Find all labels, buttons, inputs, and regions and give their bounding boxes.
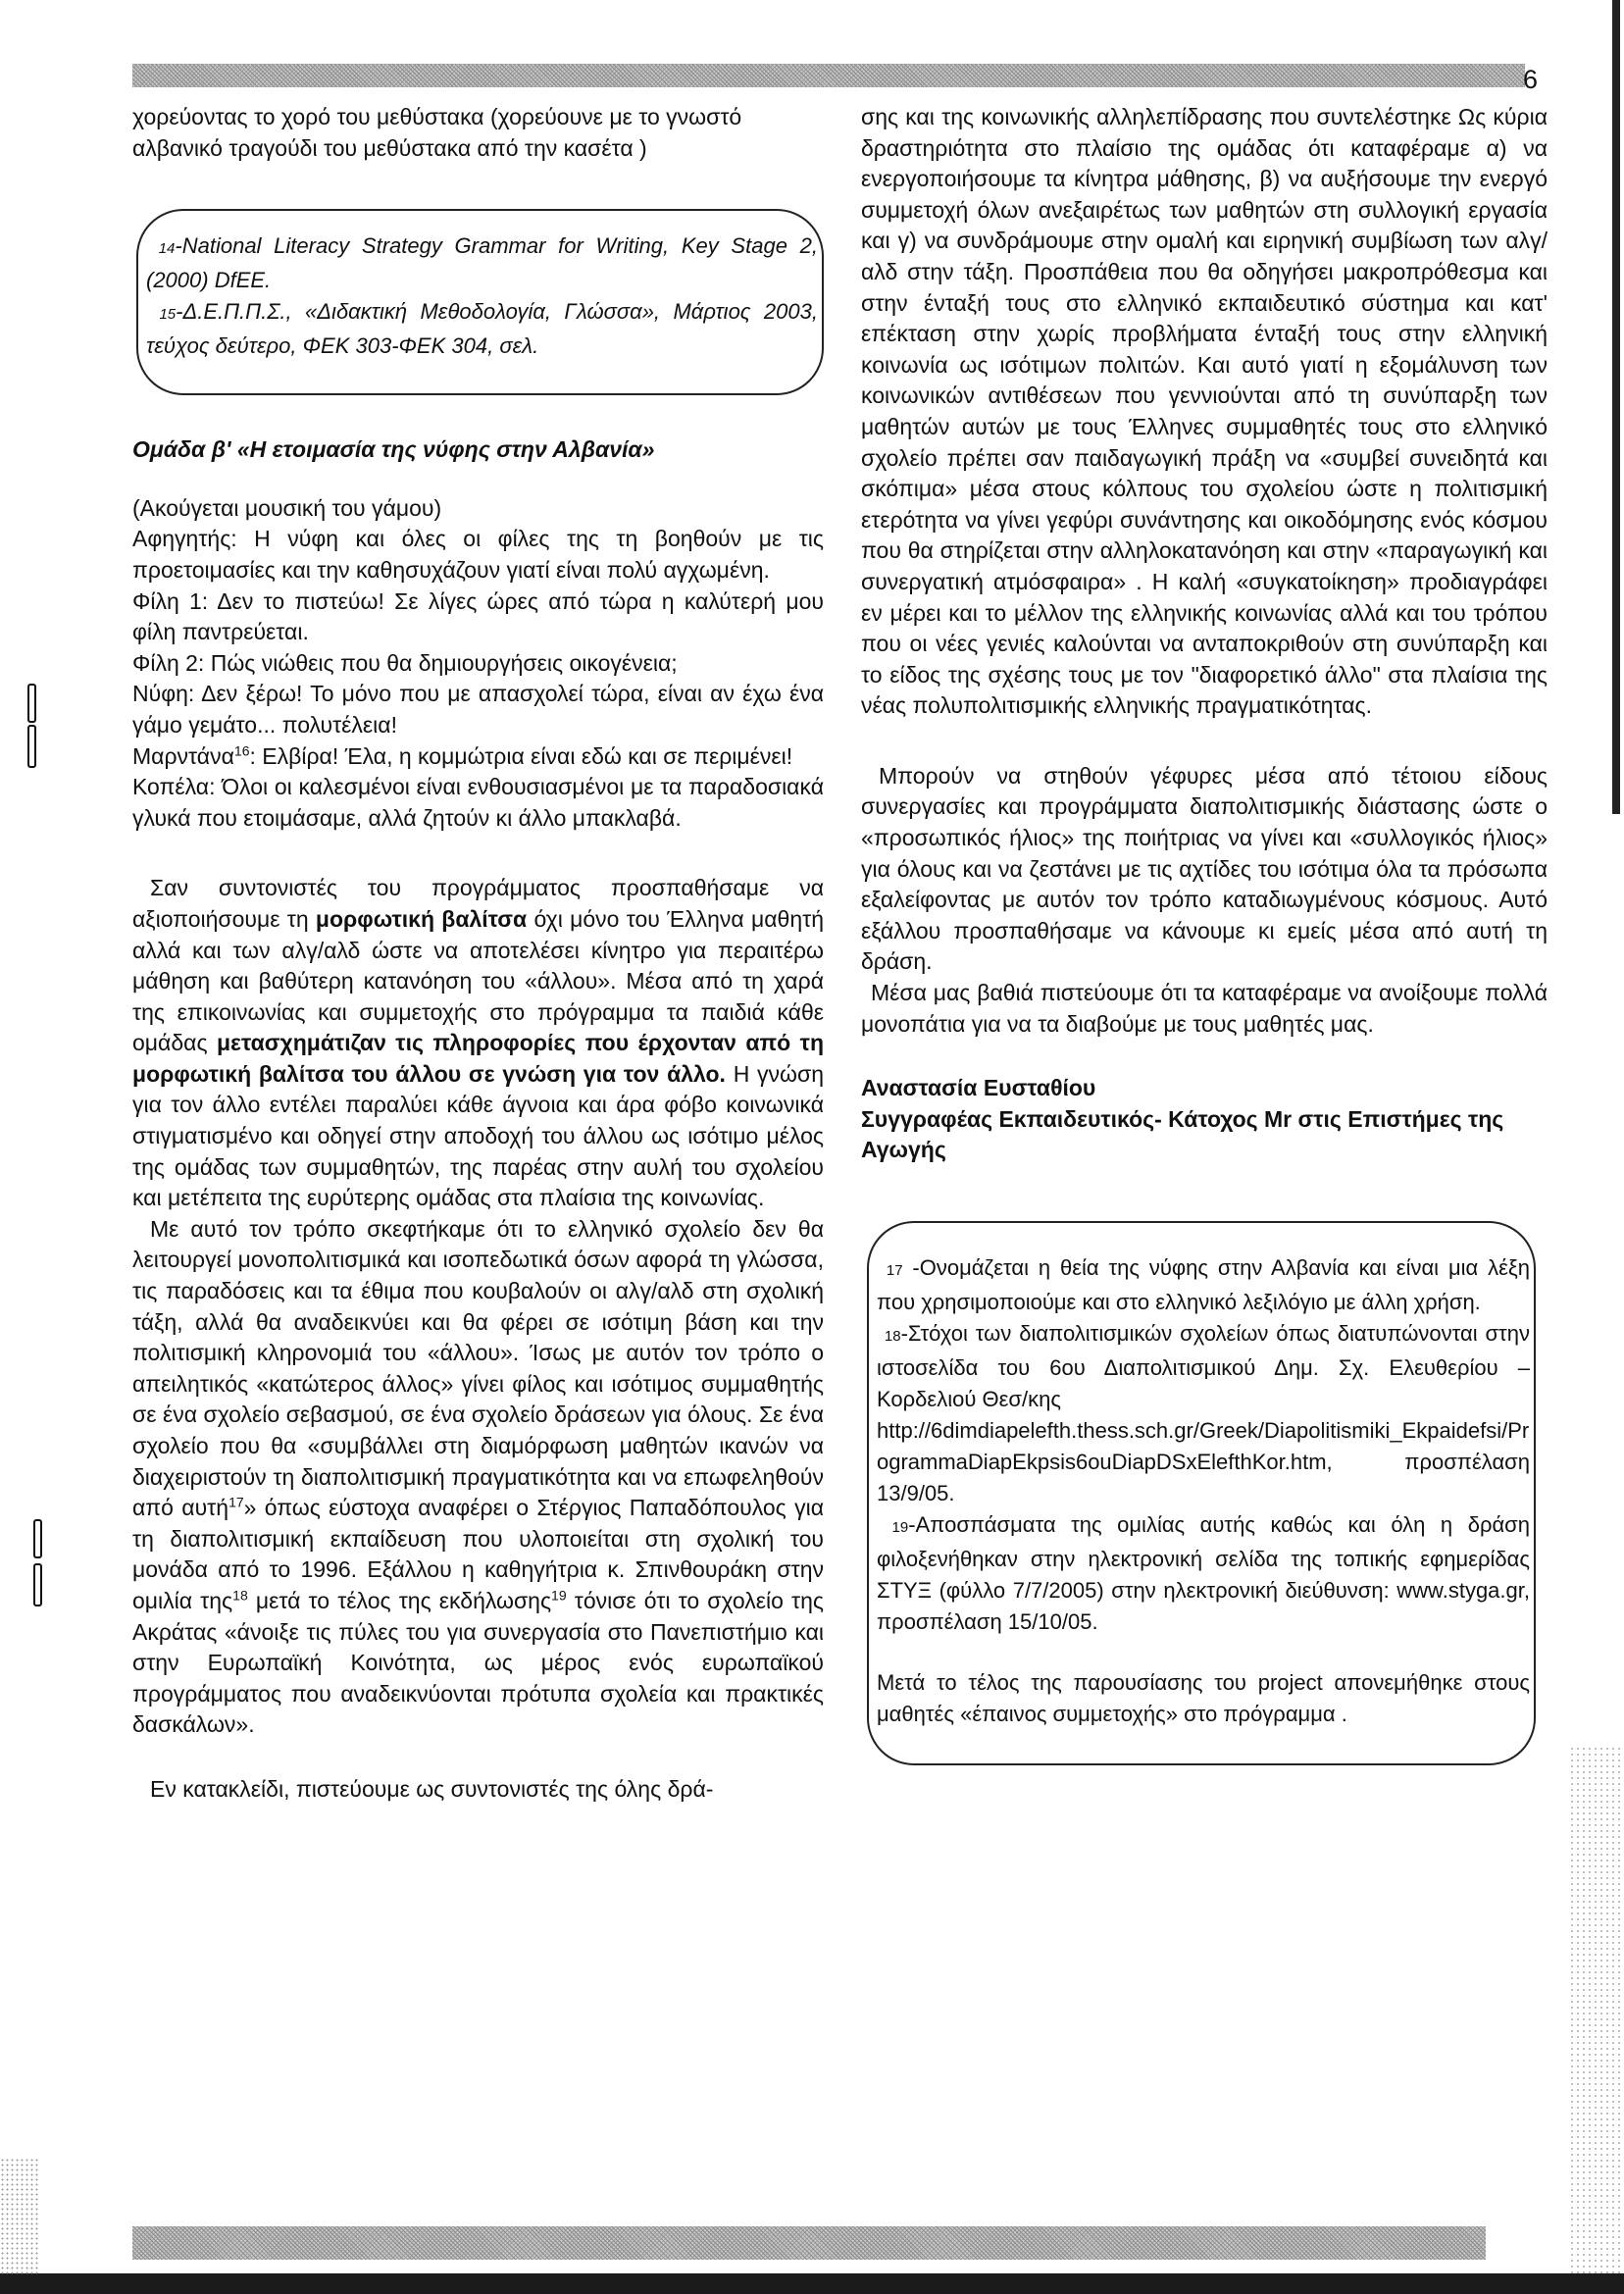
section-heading: Ομάδα β' «Η ετοιμασία της νύφης στην Αλβανία» bbox=[132, 436, 655, 463]
conclusion-paragraph-start: Εν κατακλείδι, πιστεύουμε ως συντονιστές της όλης δρά- bbox=[150, 1775, 714, 1802]
page-number: 6 bbox=[1523, 65, 1539, 94]
footnote-ref-19: 19 bbox=[551, 1587, 567, 1604]
binding-mark bbox=[27, 725, 36, 768]
script-line-narrator: Αφηγητής: Η νύφη και όλες οι φίλες της τη βοηθούν με τις προετοιμασίες και την καθησυχάζουν γιατί είναι πολύ αγχωμένη. bbox=[132, 526, 824, 583]
footnote-15: 15-Δ.Ε.Π.Π.Σ., «Διδακτική Μεθοδολογία, Γλώσσα», Μάρτιος 2003, τεύχος δεύτερο, ΦΕΚ 303-ΦΕΚ 304, σελ. bbox=[146, 299, 818, 359]
footnote-ref-18: 18 bbox=[232, 1587, 248, 1604]
scan-bottom-edge-shadow bbox=[0, 2273, 1624, 2294]
footnote-ref-17: 17 bbox=[228, 1494, 244, 1510]
scan-noise-right bbox=[1569, 1746, 1624, 2275]
footnotes-box-17-19 bbox=[867, 1221, 1536, 1765]
scan-right-edge-shadow bbox=[1612, 0, 1620, 814]
stage-direction: (Ακούγεται μουσική του γάμου) bbox=[132, 494, 442, 521]
footnote-17: 17 -Ονομάζεται η θεία της νύφης στην Αλβανία και είναι μια λέξη που χρησιμοποιούμε και στο ελληνικό λεξιλόγιο με άλλη χρήση. bbox=[877, 1255, 1530, 1314]
binding-mark bbox=[33, 1563, 42, 1606]
right-column bbox=[861, 102, 1548, 1765]
footnote-19: 19-Αποσπάσματα της ομιλίας αυτής καθώς και όλη η δράση φιλοξενήθηκαν στην ηλεκτρονική σελίδα της τοπικής εφημερίδας ΣΤΥΞ (φύλλο 7/7/2005) στην ηλεκτρονική διεύθυνση: www.styga.gr, προσπέλαση 15/10/05. bbox=[877, 1512, 1530, 1634]
footnotes-box-14-15 bbox=[136, 209, 824, 395]
footnote-14: 14-National Literacy Strategy Grammar for Writing, Key Stage 2, (2000) DfEE. bbox=[146, 233, 818, 293]
award-note: Μετά το τέλος της παρουσίασης του project απονεμήθηκε στους μαθητές «έπαινος συμμετοχής» στο πρόγραμμα . bbox=[877, 1670, 1530, 1726]
script-line-bride: Νύφη: Δεν ξέρω! Το μόνο που με απασχολεί τώρα, είναι αν έχω ένα γάμο γεμάτο... πολυτέλεια! bbox=[132, 681, 824, 738]
script-line-girl: Κοπέλα: Όλοι οι καλεσμένοι είναι ενθουσιασμένοι με τα παραδοσιακά γλυκά που ετοιμάσαμε, αλλά ζητούν κι άλλο μπακλαβά. bbox=[132, 774, 824, 831]
left-column bbox=[132, 102, 824, 1806]
footnote-18-link[interactable]: http://6dimdiapelefth.thess.sch.gr/Greek/Diapolitismiki_Ekpaidefsi/ProgrammaDiapEkpsis6ouDiapDSxElefthKor.htm bbox=[877, 1418, 1530, 1474]
binding-mark bbox=[33, 1519, 42, 1558]
author-name: Αναστασία Ευσταθίου bbox=[861, 1075, 1096, 1101]
binding-mark bbox=[27, 684, 36, 723]
author-title: Συγγραφέας Εκπαιδευτικός- Κάτοχος Mr στις Επιστήμες της Αγωγής bbox=[861, 1105, 1504, 1163]
footnote-18: 18-Στόχοι των διαπολιτισμικών σχολείων όπως διατυπώνονται στην ιστοσελίδα του 6ου Διαπολιτισμικού Δημ. Σχ. Ελευθερίου – Κορδελιού Θεσ/κης http://6dimdiapelefth.thess.sch.gr/Greek/Diapolitismiki_Ekpaidefsi/ProgrammaDiapEkpsis6ouDiapDSxElefthKor.htm, προσπέλαση 13/9/05. bbox=[877, 1321, 1530, 1505]
scan-noise-left bbox=[0, 2158, 39, 2275]
script-line-martana: Μαρντάνα$^{16}$: Ελβίρα! Έλα, η κομμώτρια είναι εδώ και σε περιμένει! bbox=[132, 741, 793, 769]
header-hatched-bar bbox=[132, 64, 1525, 87]
right-paragraph-3: Μέσα μας βαθιά πιστεύουμε ότι τα καταφέραμε να ανοίξουμε πολλά μονοπάτια για να τα διαβούμε με τους μαθητές μας. bbox=[861, 980, 1548, 1037]
script-line-friend1: Φίλη 1: Δεν το πιστεύω! Σε λίγες ώρες από τώρα η καλύτερή μου φίλη παντρεύεται. bbox=[132, 587, 824, 645]
body-paragraph-1: Σαν συντονιστές του προγράμματος προσπαθήσαμε να αξιοποιήσουμε τη μορφωτική βαλίτσα όχι μόνο του Έλληνα μαθητή αλλά και των αλγ/αλδ ώστε να αποτελέσει κίνητρο για περαιτέρω μάθηση και βαθύτερη κατανόηση του «άλλου». Μέσα από τη χαρά της επικοινωνίας και συμμετοχής στο πρόγραμμα τα παιδιά κάθε ομάδας μετασχημάτιζαν τις πληροφορίες που έρχονταν από τη μορφωτική βαλίτσα του άλλου σε γνώση για τον άλλο. Η γνώση για τον άλλο εντέλει παραλύει κάθε άγνοια και άρα φόβο κοινωνικά στιγματισμένο και οδηγεί στην αποδοχή του άλλου ως ισότιμο μέλος της ομάδας των συμμαθητών, της παρέας στην αυλή του σχολείου και μετέπειτα της ευρύτερης ομάδας στα πλαίσια της κοινωνίας. bbox=[132, 875, 825, 1211]
body-paragraph-2: Με αυτό τον τρόπο σκεφτήκαμε ότι το ελληνικό σχολείο δεν θα λειτουργεί μονοπολιτισμικά και ισοπεδωτικά όσων αφορά τη γλώσσα, τις παραδόσεις και τα έθιμα που κουβαλούν οι αλγ/αλδ στη σχολική τάξη, αλλά θα αναδεικνύει και θα φέρει σε ισότιμη βάση και την πολιτισμική κληρονομιά του «άλλου». Ίσως με αυτόν τον τρόπο ο απειλητικός «κατώτερος άλλος» γίνει φίλος και ισότιμος συμμαθητής σε ένα σχολείο σεβασμού, σε ένα σχολείο δράσεων για όλους. Σε ένα σχολείο που θα «συμβάλλει στη διαμόρφωση μαθητών ικανών να διαχειριστούν τη διαπολιτισμική πραγματικότητα και να επωφεληθούν από αυτή$^{17}$» όπως εύστοχα αναφέρει ο Στέργιος Παπαδόπουλος για τη διαπολιτισμική εκπαίδευση που υλοποιείται στη σχολική του μονάδα από το 1996. Εξάλλου η καθηγήτρια κ. Σπινθουράκη στην ομιλία της$^{18}$ μετά το τέλος της εκδήλωσης$^{19}$ τόνισε ότι το σχολείο της Ακράτας «άνοιξε τις πύλες του για συνεργασία στο Πανεπιστήμιο και στην Ευρωπαϊκή Κοινότητα, ως μέρος ενός ευρωπαϊκού προγράμματος που αναδεικνύονται πρότυπα σχολεία και πρακτικές δασκάλων». bbox=[132, 1215, 825, 1738]
footnote-ref-16: 16 bbox=[233, 741, 250, 758]
right-paragraph-2: Μπορούν να στηθούν γέφυρες μέσα από τέτοιου είδους συνεργασίες και προγράμματα διαπολιτισμικής διάστασης ώστε ο «προσωπικός ήλιος» της ποιήτριας να γίνει και «συλλογικός ήλιος» για όλους και να ζεστάνει με τις αχτίδες του ισότιμα όλα τα πρόσωπα εξαλείφοντας με αυτόν τον τρόπο καταδιωγμένους κόσμους. Αυτό εξάλλου προσπαθήσαμε να κάνουμε κι εμείς μέσα από αυτή τη δράση. bbox=[861, 762, 1548, 975]
script-line-friend2: Φίλη 2: Πώς νιώθεις που θα δημιουργήσεις οικογένεια; bbox=[132, 649, 678, 676]
footer-hatched-bar bbox=[132, 2226, 1486, 2260]
intro-paragraph: χορεύοντας το χορό του μεθύστακα (χορεύουνε με το γνωστό αλβανικό τραγούδι του μεθύστακα από την κασέτα ) bbox=[132, 104, 742, 161]
right-paragraph-1: σης και της κοινωνικής αλληλεπίδρασης που συντελέστηκε Ως κύρια δραστηριότητα στο πλαίσιο της ομάδας ότι καταφέραμε α) να ενεργοποιήσουμε τα κίνητρα μάθησης, β) να αυξήσουμε την ενεργό συμμετοχή όλων ανεξαιρέτως των μαθητών στη συλλογική εργασία και γ) να συνδράμουμε στην ομαλή και ειρηνική συμβίωση των αλγ/αλδ στην τάξη. Προσπάθεια που θα οδηγήσει μακροπρόθεσμα και στην ένταξή τους στο ελληνικό εκπαιδευτικό σύστημα και κατ' επέκταση στην χωρίς προβλήματα ένταξή τους στην ελληνική κοινωνία ως ισότιμων πολιτών. Και αυτό γιατί η εξομάλυνση των κοινωνικών αντιθέσεων που γεννιούνται από τη συνύπαρξη των μαθητών αυτών με τους Έλληνες συμμαθητές τους στο ελληνικό σχολείο πρέπει σαν παιδαγωγική πράξη να «συμβεί συνειδητά και σκόπιμα» μέσα στους κόλπους του σχολείου ώστε η πολιτισμική ετερότητα να γίνει γεφύρι συνάντησης και οικοδόμησης ενός κόσμου που θα στηρίζεται στην αλληλοκατανόηση και στην «παραγωγική και συνεργατική ατμόσφαιρα» . Η καλή «συγκατοίκηση» προδιαγράφει εν μέρει και το μέλλον της ελληνικής κοινωνίας αλλά και του τρόπου που οι νέες γενιές καλούνται να ανταποκριθούν στη συνύπαρξη και το είδος της σχέσης τους με τον "διαφορετικό άλλο" στα πλαίσια της νέας πολυπολιτισμικής ελληνικής πραγματικότητας. bbox=[861, 104, 1548, 719]
